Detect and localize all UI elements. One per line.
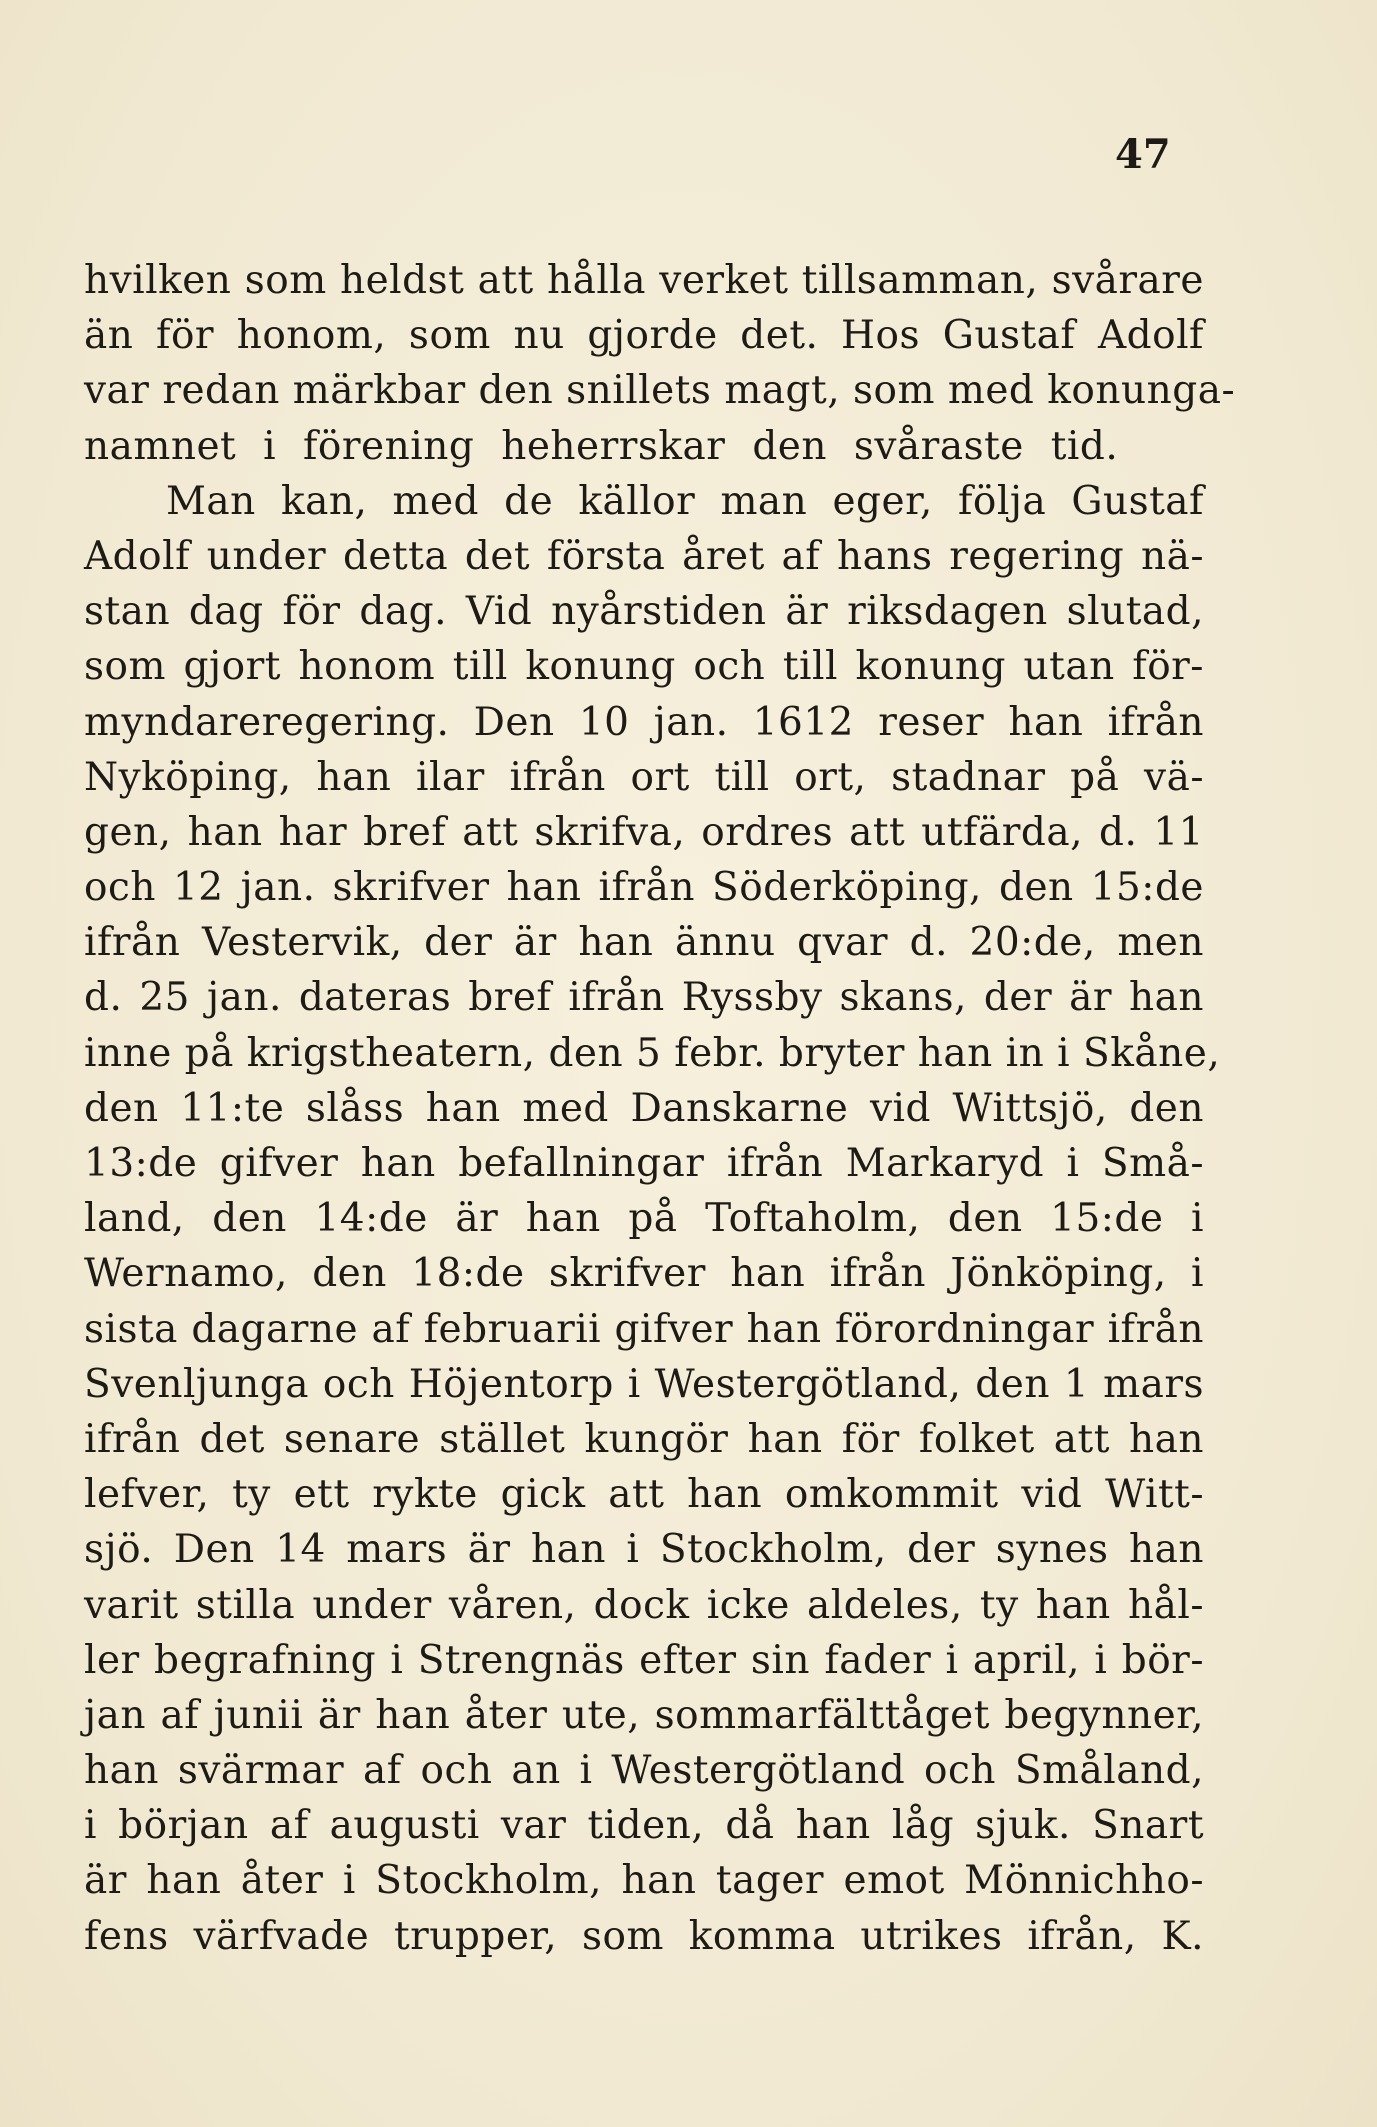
text-line: Nyköping, han ilar ifrån ort till ort, stadnar på vä- bbox=[84, 754, 1204, 800]
text-line: är han åter i Stockholm, han tager emot Mönnichho- bbox=[84, 1858, 1204, 1904]
text-line: ler begrafning i Strengnäs efter sin fader i april, i bör- bbox=[84, 1637, 1204, 1683]
text-line: sjö. Den 14 mars är han i Stockholm, der synes han bbox=[84, 1527, 1204, 1573]
text-line: den 11:te slåss han med Danskarne vid Wittsjö, den bbox=[84, 1085, 1204, 1131]
text-line: än för honom, som nu gjorde det. Hos Gustaf Adolf bbox=[84, 313, 1204, 359]
text-line: myndareregering. Den 10 jan. 1612 reser han ifrån bbox=[84, 699, 1204, 745]
text-line: ifrån det senare stället kungör han för folket att han bbox=[84, 1416, 1204, 1462]
text-line: Wernamo, den 18:de skrifver han ifrån Jönköping, i bbox=[84, 1251, 1204, 1297]
text-line: och 12 jan. skrifver han ifrån Söderköping, den 15:de bbox=[84, 865, 1204, 911]
text-line: Adolf under detta det första året af hans regering nä- bbox=[84, 533, 1204, 579]
text-line: hvilken som heldst att hålla verket tillsamman, svårare bbox=[84, 258, 1204, 303]
text-line: sista dagarne af februarii gifver han förordningar ifrån bbox=[84, 1306, 1204, 1352]
text-line: fens värfvade trupper, som komma utrikes ifrån, K. bbox=[84, 1913, 1204, 1959]
text-line: Man kan, med de källor man eger, följa Gustaf bbox=[166, 478, 1204, 524]
text-line: Svenljunga och Höjentorp i Westergötland, den 1 mars bbox=[84, 1361, 1204, 1407]
text-line: i början af augusti var tiden, då han låg sjuk. Snart bbox=[84, 1803, 1204, 1849]
text-line: 13:de gifver han befallningar ifrån Markaryd i Små- bbox=[84, 1141, 1204, 1186]
text-line: ifrån Vestervik, der är han ännu qvar d. 20:de, men bbox=[84, 920, 1204, 966]
text-line: som gjort honom till konung och till konung utan för- bbox=[84, 644, 1204, 690]
text-line: land, den 14:de är han på Toftaholm, den 15:de i bbox=[84, 1196, 1204, 1242]
text-line: namnet i förening heherrskar den svåraste tid. bbox=[84, 423, 1119, 469]
text-line: varit stilla under våren, dock icke aldeles, ty han hål- bbox=[84, 1582, 1204, 1628]
text-line: jan af junii är han åter ute, sommarfälttåget begynner, bbox=[84, 1692, 1204, 1738]
text-line: var redan märkbar den snillets magt, som med konunga- bbox=[84, 368, 1236, 414]
page-number: 47 bbox=[1115, 131, 1171, 178]
text-line: lefver, ty ett rykte gick att han omkommit vid Witt- bbox=[84, 1472, 1204, 1518]
text-line: gen, han har bref att skrifva, ordres att utfärda, d. 11 bbox=[84, 809, 1204, 855]
text-line: inne på krigstheatern, den 5 febr. bryter han in i Skåne, bbox=[84, 1030, 1221, 1076]
body-text bbox=[84, 253, 1236, 1964]
text-line: d. 25 jan. dateras bref ifrån Ryssby skans, der är han bbox=[84, 975, 1204, 1021]
text-line: han svärmar af och an i Westergötland och Småland, bbox=[84, 1748, 1204, 1794]
text-line: stan dag för dag. Vid nyårstiden är riksdagen slutad, bbox=[84, 589, 1204, 635]
